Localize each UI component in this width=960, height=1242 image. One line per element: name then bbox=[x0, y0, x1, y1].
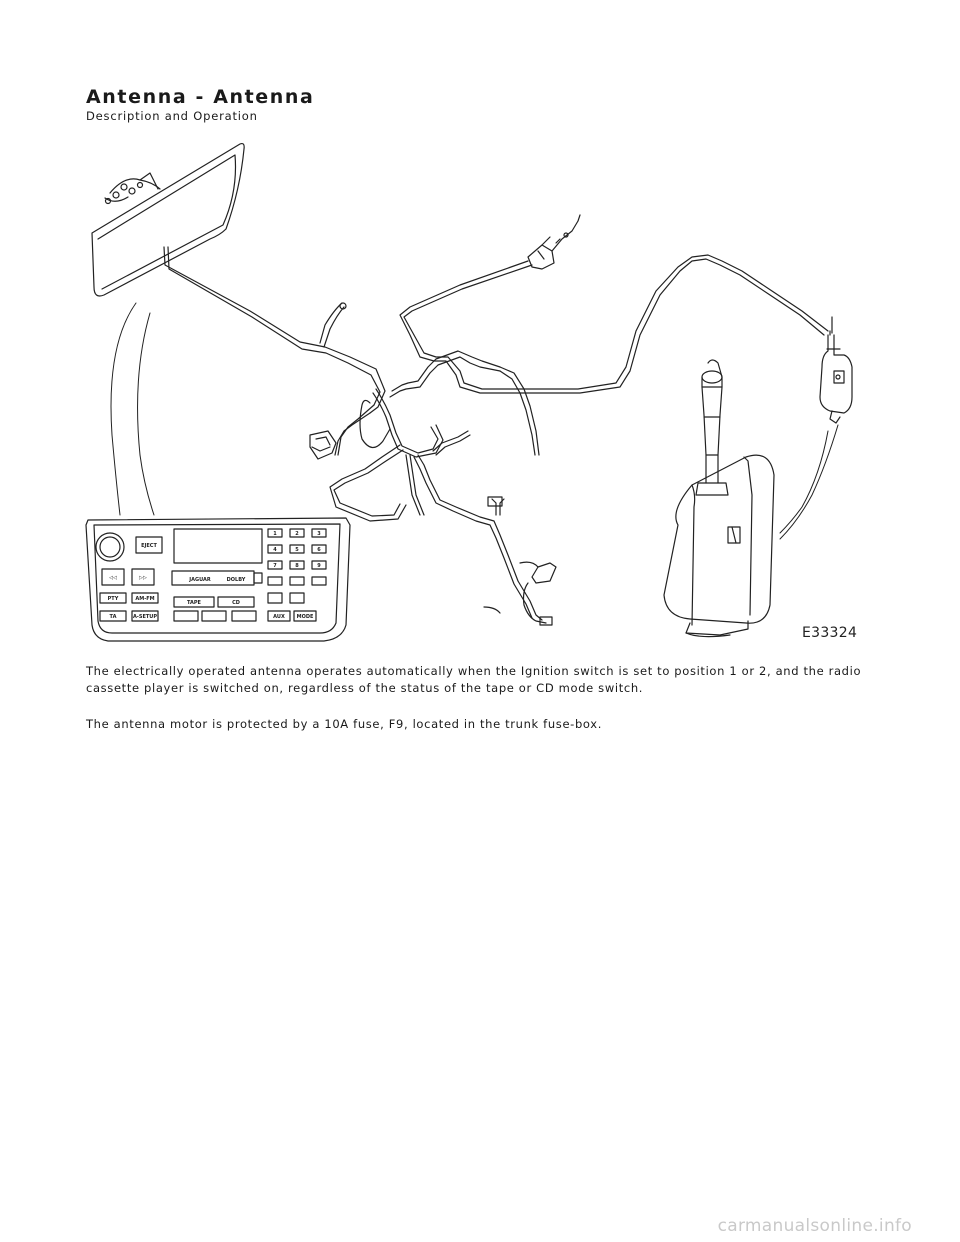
radio-label-preset-2: 2 bbox=[295, 531, 299, 537]
radio-label-eject: EJECT bbox=[141, 543, 157, 549]
radio-label-preset-5: 5 bbox=[295, 547, 299, 553]
harness-connector-top bbox=[528, 215, 580, 269]
radio-label-ta: TA bbox=[109, 614, 117, 620]
radio-label-mode: MODE bbox=[296, 614, 314, 620]
page-subtitle: Description and Operation bbox=[86, 109, 258, 123]
radio-label-rew: ◁◁ bbox=[109, 575, 117, 581]
radio-label-preset-7: 7 bbox=[273, 563, 277, 569]
radio-cassette-unit bbox=[86, 518, 350, 641]
power-antenna bbox=[664, 360, 774, 637]
radio-label-cd: CD bbox=[232, 600, 240, 606]
radio-label-brand: JAGUAR bbox=[189, 577, 211, 583]
antenna-feed-cable bbox=[400, 255, 828, 393]
radio-label-band: AM-FM bbox=[135, 596, 155, 602]
page-title: Antenna - Antenna bbox=[86, 86, 315, 108]
radio-label-preset-8: 8 bbox=[295, 563, 299, 569]
harness-connector-left bbox=[310, 431, 336, 459]
radio-label-tape: TAPE bbox=[187, 600, 201, 606]
radio-label-preset-1: 1 bbox=[273, 531, 277, 537]
radio-label-preset-6: 6 bbox=[317, 547, 321, 553]
description-paragraph-2: The antenna motor is protected by a 10A fuse, F9, located in the trunk fuse-box. bbox=[86, 717, 603, 731]
radio-label-aux: AUX bbox=[273, 614, 285, 620]
leader-lines bbox=[111, 303, 838, 539]
wiring-harness bbox=[164, 247, 542, 620]
radio-label-preset-4: 4 bbox=[273, 547, 277, 553]
rear-window-antenna bbox=[92, 144, 244, 296]
antenna-unit-small bbox=[820, 317, 852, 423]
radio-label-ff: ▷▷ bbox=[139, 575, 147, 581]
radio-label-preset-3: 3 bbox=[317, 531, 321, 537]
antenna-diagram bbox=[80, 135, 880, 645]
radio-label-asetup: A-SETUP bbox=[132, 614, 158, 620]
radio-label-preset-9: 9 bbox=[317, 563, 321, 569]
watermark: carmanualsonline.info bbox=[717, 1216, 912, 1236]
radio-label-pty: PTY bbox=[107, 596, 119, 602]
figure-code: E33324 bbox=[802, 625, 858, 641]
description-paragraph-1: The electrically operated antenna operates automatically when the Ignition switch is set to position 1 or 2, and the radio cassette player is switched on, regardless of the status of the tape or CD mode switch. bbox=[86, 664, 862, 695]
radio-label-dolby: DOLBY bbox=[226, 577, 246, 583]
